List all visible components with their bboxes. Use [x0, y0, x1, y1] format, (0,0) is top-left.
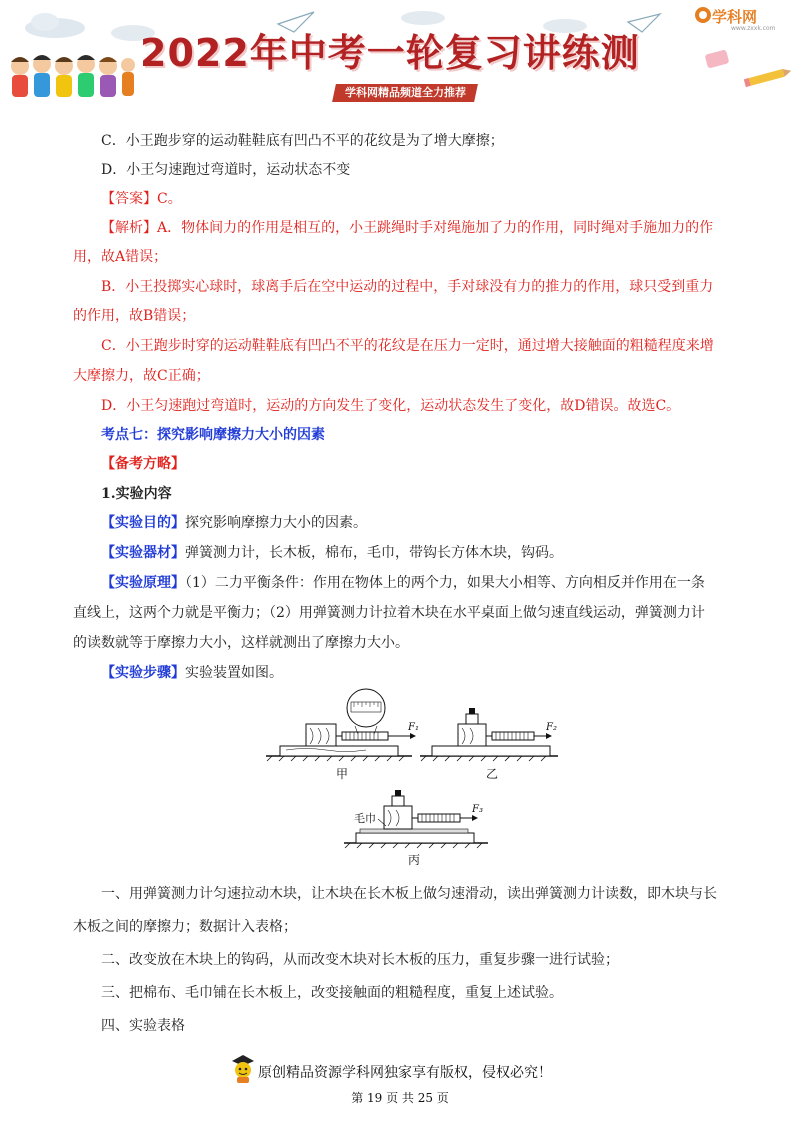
subsection-title: 1.实验内容 [101, 486, 172, 502]
header-banner: 学科网精品频道全力推荐 [332, 84, 478, 102]
principle-line2: 直线上，这两个力就是平衡力；（2）用弹簧测力计拉着木块在水平桌面上做匀速直线运动，弹簧测力计 [73, 605, 705, 621]
analysis-b-line2: 的作用，故B错误； [73, 308, 196, 324]
steps-label: 【实验步骤】 [101, 665, 185, 681]
figure-label-bing: 丙 [408, 853, 421, 867]
step-three: 三、把棉布、毛巾铺在长木板上，改变接触面的粗糙程度，重复上述试验。 [101, 985, 563, 1001]
analysis-b-line1: B．小王投掷实心球时，球离手后在空中运动的过程中，手对球没有力的推力的作用，球只受到重力 [101, 279, 714, 295]
logo-icon [694, 6, 712, 24]
eraser-icon [702, 44, 732, 74]
apparatus-figure [262, 688, 562, 878]
steps-line [101, 663, 283, 683]
principle-text: （1）二力平衡条件：作用在物体上的两个力，如果大小相等、方向相反并作用在一条 [185, 575, 705, 591]
analysis-c-line1: C．小王跑步时穿的运动鞋鞋底有凹凸不平的花纹是在压力一定时，通过增大接触面的粗糙程度来增 [101, 338, 714, 354]
copyright-notice: 原创精品资源学科网独家享有版权，侵权必究！ [258, 1065, 552, 1081]
setup-jia [266, 689, 419, 781]
step-two: 二、改变放在木块上的钩码，从而改变木块对长木板的压力，重复步骤一进行试验； [101, 952, 619, 968]
pencil-icon [742, 66, 794, 88]
equipment-line [101, 543, 563, 563]
site-url: www.zxxk.com [731, 25, 776, 32]
purpose-text: 探究影响摩擦力大小的因素。 [185, 515, 367, 531]
cloud-icon [20, 10, 90, 40]
option-c: C．小王跑步穿的运动鞋鞋底有凹凸不平的花纹是为了增大摩擦； [101, 133, 504, 149]
site-logo: 学科网 [712, 8, 758, 26]
analysis-a-line1: 【解析】A．物体间力的作用是相互的，小王跳绳时手对绳施加了力的作用，同时绳对手施加力的作 [101, 220, 714, 236]
setup-bing [344, 790, 488, 867]
step-one-line2: 木板之间的摩擦力；数据计入表格； [73, 919, 297, 935]
prep-title: 【备考方略】 [101, 456, 185, 472]
principle-label: 【实验原理】 [101, 575, 185, 591]
option-d: D．小王匀速跑过弯道时，运动状态不变 [101, 162, 351, 178]
towel-label: 毛巾 [354, 812, 376, 825]
page-number: 第 19 页 共 25 页 [351, 1091, 449, 1105]
equipment-text: 弹簧测力计，长木板，棉布，毛巾，带钩长方体木块，钩码。 [185, 545, 563, 561]
children-illustration [6, 50, 136, 106]
answer: 【答案】C。 [101, 191, 182, 207]
principle-line1 [101, 573, 705, 593]
purpose-line [101, 513, 367, 533]
page-header [0, 0, 800, 110]
analysis-a-line2: 用，故A错误； [73, 249, 168, 265]
step-four: 四、实验表格 [101, 1018, 185, 1034]
force-label-f2: F₂ [546, 722, 557, 733]
principle-line3: 的读数就等于摩擦力大小，这样就测出了摩擦力大小。 [73, 635, 409, 651]
purpose-label: 【实验目的】 [101, 515, 185, 531]
analysis-d: D．小王匀速跑过弯道时，运动的方向发生了变化，运动状态发生了变化，故D错误。故选C。 [101, 398, 681, 414]
setup-yi [420, 708, 558, 781]
mascot-icon [228, 1052, 258, 1084]
force-label-f3: F₃ [472, 804, 483, 815]
equipment-label: 【实验器材】 [101, 545, 185, 561]
step-one-line1: 一、用弹簧测力计匀速拉动木块，让木块在长木板上做匀速滑动，读出弹簧测力计读数，即木块与长 [101, 886, 717, 902]
figure-label-jia: 甲 [336, 767, 349, 781]
section-title: 考点七：探究影响摩擦力大小的因素 [101, 427, 325, 443]
figure-label-yi: 乙 [486, 767, 499, 781]
analysis-c-line2: 大摩擦力，故C正确； [73, 368, 210, 384]
page-title: 2022年中考一轮复习讲练测 [140, 31, 640, 75]
force-label-f1: F₁ [408, 722, 419, 733]
steps-text: 实验装置如图。 [185, 665, 283, 681]
